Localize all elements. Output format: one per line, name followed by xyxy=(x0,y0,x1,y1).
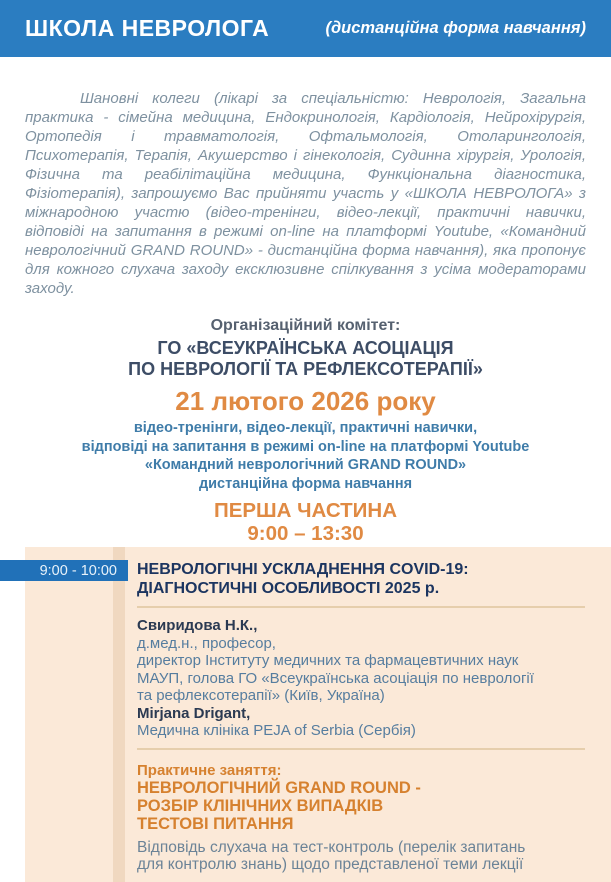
practical-title-line3: ТЕСТОВІ ПИТАННЯ xyxy=(137,814,294,833)
practical-session-title xyxy=(137,779,585,833)
intro-paragraph: Шановні колеги (лікарі за спеціальністю: Неврологія, Загальна практика - сімейна медицина, Ендокринологія, Кардіологія, Нейрохірургія, Ортопедія і травматологія, Офтальмологія, Отоларингологія, Психотерапія, Терапія, Акушерство і гінекологія, Судинна хірургія, Урологія, Фізична та реабілітаційна медицина, Функціональна діагностика, Фізіотерапія), запрошуємо Вас прийняти участь у «ШКОЛА НЕВРОЛОГА» з міжнародною участю (відео-тренінги, відео-лекції, практичні навички, відповіді на запитання в режимі on-line на платформі Youtube, «Командний неврологічний GRAND ROUND» - дистанційна форма навчання), яка пропонує для кожного слухача заходу ексклюзивне спілкування з усіма модераторами заходу. xyxy=(25,90,586,297)
session-title-line1: НЕВРОЛОГІЧНІ УСКЛАДНЕННЯ COVID-19: xyxy=(137,561,469,578)
event-details xyxy=(0,419,611,493)
session-block xyxy=(0,547,611,882)
practical-title-line2: РОЗБІР КЛІНІЧНИХ ВИПАДКІВ xyxy=(137,796,384,815)
part-title: ПЕРША ЧАСТИНА xyxy=(213,499,398,522)
committee-label: Організаційний комітет: xyxy=(210,317,401,334)
organization-name xyxy=(0,338,611,380)
practical-desc-line1: Відповідь слухача на тест-контроль (перелік запитань xyxy=(137,838,526,856)
part-time-range: 9:00 – 13:30 xyxy=(247,522,364,545)
organization-name-line1: ГО «ВСЕУКРАЇНСЬКА АСОЦІАЦІЯ xyxy=(157,338,454,358)
session-time-badge: 9:00 - 10:00 xyxy=(0,560,128,581)
speaker-entry xyxy=(137,705,585,740)
session-title-line2: ДІАГНОСТИЧНІ ОСОБЛИВОСТІ 2025 р. xyxy=(137,580,440,597)
section-divider xyxy=(137,606,585,608)
header-bar xyxy=(0,0,611,57)
event-details-line1: відео-тренінги, відео-лекції, практичні навички, xyxy=(133,420,478,436)
practical-session-label: Практичне заняття: xyxy=(137,761,282,779)
committee-block xyxy=(0,316,611,545)
speaker-desc-line: та рефлексотерапії» (Київ, Україна) xyxy=(137,687,385,704)
speakers-list xyxy=(137,617,585,740)
speaker-desc-line: МАУП, голова ГО «Всеукраїнська асоціація по неврології xyxy=(137,669,534,687)
speaker-name: Свиридова Н.К., xyxy=(137,617,258,634)
event-date: 21 лютого 2026 року xyxy=(175,386,436,416)
speaker-desc-line: директор Інституту медичних та фармацевтичних наук xyxy=(137,652,519,669)
speaker-desc-line: Медична клініка PEJA of Serbia (Сербія) xyxy=(137,722,416,739)
event-details-line3: «Командний неврологічний GRAND ROUND» xyxy=(144,457,467,473)
header-subtitle: (дистанційна форма навчання) xyxy=(325,19,586,37)
session-title xyxy=(137,560,585,598)
event-details-line4: дистанційна форма навчання xyxy=(198,475,413,492)
practical-session-description xyxy=(137,839,585,874)
speaker-desc-line: д.мед.н., професор, xyxy=(137,634,276,652)
event-details-line2: відповіді на запитання в режимі on-line на платформі Youtube xyxy=(81,438,530,455)
practical-title-line1: НЕВРОЛОГІЧНИЙ GRAND ROUND - xyxy=(137,778,421,797)
page-title: ШКОЛА НЕВРОЛОГА xyxy=(25,15,270,41)
organization-name-line2: ПО НЕВРОЛОГІЇ ТА РЕФЛЕКСОТЕРАПІЇ» xyxy=(128,359,483,379)
speaker-name: Mirjana Drigant, xyxy=(137,704,251,722)
section-divider xyxy=(137,748,585,750)
part-heading xyxy=(0,499,611,545)
speaker-entry xyxy=(137,617,585,705)
session-column-divider xyxy=(113,547,125,882)
practical-desc-line2: для контролю знань) щодо представленої теми лекції xyxy=(137,856,524,873)
session-left-column xyxy=(25,547,113,882)
session-content-panel xyxy=(125,547,611,882)
